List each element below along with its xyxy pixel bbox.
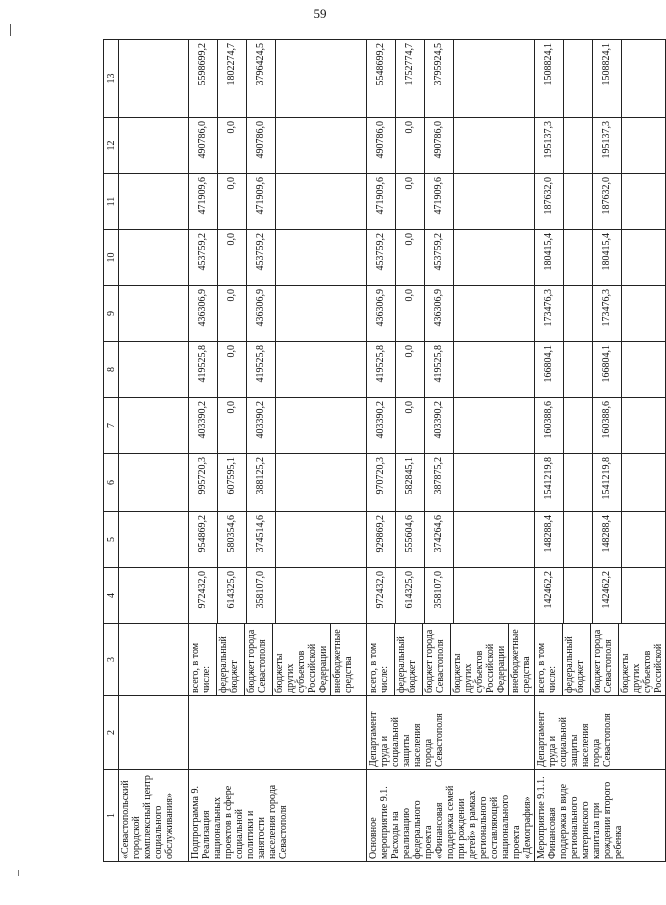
amount-cell <box>189 398 367 454</box>
amount-cell <box>535 286 666 342</box>
amount-cell <box>535 342 666 398</box>
table-row <box>189 40 367 862</box>
amount-cell <box>119 398 189 454</box>
amount-value: 195137,3 <box>535 118 564 173</box>
column-number: 12 <box>104 118 119 174</box>
amount-cell <box>189 174 367 230</box>
amount-cell <box>189 286 367 342</box>
program-name: «Севастопольский городской комплексный центр социального обслуживания» <box>119 770 189 862</box>
amount-value: 0,0 <box>396 174 425 229</box>
budget-table <box>103 39 666 862</box>
amount-value <box>564 118 593 173</box>
amount-value: 148288,4 <box>593 512 622 567</box>
column-number: 8 <box>104 342 119 398</box>
amount-cell <box>367 342 535 398</box>
amount-value: 0,0 <box>218 286 247 341</box>
funding-sources <box>367 624 535 696</box>
amount-cell <box>189 568 367 624</box>
amount-value: 0,0 <box>218 342 247 397</box>
amount-value: 471909,6 <box>367 174 396 229</box>
page-number: 59 <box>313 6 327 21</box>
amount-cell <box>367 568 535 624</box>
amount-value: 403390,2 <box>247 398 276 453</box>
amount-value: 3795924,5 <box>425 40 454 117</box>
funding-source-label: федеральный бюджет <box>563 624 591 695</box>
responsible-executor: Департамент труда и социальной защиты населения города Севастополя <box>535 696 666 770</box>
amount-value: 436306,9 <box>367 286 396 341</box>
amount-value: 180415,4 <box>593 230 622 285</box>
funding-source-label: федеральный бюджет <box>395 624 423 695</box>
amount-value: 490786,0 <box>189 118 218 173</box>
amount-value: 374514,6 <box>247 512 276 567</box>
funding-sources <box>119 624 189 696</box>
responsible-executor <box>189 696 367 770</box>
amount-value: 142462,2 <box>535 568 564 623</box>
funding-source-label: бюджеты других субъектов Российской Федерации <box>273 624 331 695</box>
amount-value: 970720,3 <box>367 454 396 511</box>
amount-value: 1541219,8 <box>593 454 622 511</box>
column-number: 13 <box>104 40 119 118</box>
amount-cell <box>367 398 535 454</box>
amount-value: 614325,0 <box>218 568 247 623</box>
amount-value: 187632,0 <box>535 174 564 229</box>
amount-value <box>564 40 593 117</box>
amount-value: 0,0 <box>218 398 247 453</box>
amount-value: 5598699,2 <box>189 40 218 117</box>
amount-value: 972432,0 <box>367 568 396 623</box>
amount-cell <box>189 342 367 398</box>
amount-value: 453759,2 <box>425 230 454 285</box>
amount-value: 1541219,8 <box>535 454 564 511</box>
table-row <box>367 40 535 862</box>
column-number: 1 <box>104 770 119 862</box>
amount-value: 582845,1 <box>396 454 425 511</box>
amount-value: 419525,8 <box>367 342 396 397</box>
amount-value: 403390,2 <box>367 398 396 453</box>
amount-cell <box>189 454 367 512</box>
amount-value: 471909,6 <box>247 174 276 229</box>
amount-value: 0,0 <box>396 398 425 453</box>
amount-cell <box>535 40 666 118</box>
amount-cell <box>535 512 666 568</box>
amount-value: 166804,1 <box>535 342 564 397</box>
funding-source-label: всего, в том числе: <box>189 624 217 695</box>
amount-value: 403390,2 <box>189 398 218 453</box>
amount-cell <box>119 454 189 512</box>
column-number: 9 <box>104 286 119 342</box>
amount-cell <box>367 230 535 286</box>
amount-value: 0,0 <box>396 118 425 173</box>
amount-cell <box>189 40 367 118</box>
amount-cell <box>119 118 189 174</box>
column-number-row <box>104 40 119 862</box>
amount-value: 180415,4 <box>535 230 564 285</box>
amount-value: 0,0 <box>218 118 247 173</box>
funding-sources <box>535 624 666 696</box>
scan-artifact <box>18 870 19 876</box>
amount-value: 1752774,7 <box>396 40 425 117</box>
amount-value: 0,0 <box>218 174 247 229</box>
table-row <box>535 40 666 862</box>
amount-value: 0,0 <box>396 286 425 341</box>
amount-value <box>564 512 593 567</box>
scan-artifact <box>10 24 11 36</box>
amount-value: 419525,8 <box>425 342 454 397</box>
amount-value: 419525,8 <box>247 342 276 397</box>
amount-value <box>564 568 593 623</box>
funding-source-label: федеральный бюджет <box>217 624 245 695</box>
amount-value: 173476,3 <box>593 286 622 341</box>
funding-source-label: внебюджетные средства <box>510 629 532 693</box>
amount-cell <box>535 118 666 174</box>
amount-cell <box>189 118 367 174</box>
program-name: Подпрограмма 9. Реализация национальных проектов в сфере социальной политики и занятости населения города Севастополя <box>189 770 367 862</box>
amount-cell <box>119 342 189 398</box>
amount-value: 436306,9 <box>425 286 454 341</box>
amount-value: 142462,2 <box>593 568 622 623</box>
amount-value: 403390,2 <box>425 398 454 453</box>
amount-cell <box>119 512 189 568</box>
amount-cell <box>535 568 666 624</box>
table-row <box>119 40 189 862</box>
amount-cell <box>367 454 535 512</box>
funding-source-label: всего, в том числе: <box>535 624 563 695</box>
amount-cell <box>367 40 535 118</box>
amount-value: 954869,2 <box>189 512 218 567</box>
responsible-executor <box>119 696 189 770</box>
amount-cell <box>119 230 189 286</box>
amount-value: 160388,6 <box>593 398 622 453</box>
amount-value <box>564 398 593 453</box>
amount-cell <box>367 118 535 174</box>
amount-value: 453759,2 <box>247 230 276 285</box>
amount-value: 614325,0 <box>396 568 425 623</box>
amount-value: 388125,2 <box>247 454 276 511</box>
amount-value <box>564 454 593 511</box>
amount-value: 995720,3 <box>189 454 218 511</box>
amount-value: 3796424,5 <box>247 40 276 117</box>
amount-value: 490786,0 <box>247 118 276 173</box>
column-number: 5 <box>104 512 119 568</box>
column-number: 4 <box>104 568 119 624</box>
amount-value <box>564 342 593 397</box>
amount-value: 580354,6 <box>218 512 247 567</box>
amount-value: 436306,9 <box>189 286 218 341</box>
amount-value: 0,0 <box>396 230 425 285</box>
amount-value: 1508824,1 <box>535 40 564 117</box>
amount-value: 453759,2 <box>367 230 396 285</box>
amount-value: 195137,3 <box>593 118 622 173</box>
responsible-executor: Департамент труда и социальной защиты населения города Севастополя <box>367 696 535 770</box>
funding-source-label: всего, в том числе: <box>367 624 395 695</box>
amount-value: 173476,3 <box>535 286 564 341</box>
amount-value: 419525,8 <box>189 342 218 397</box>
amount-value: 358107,0 <box>425 568 454 623</box>
column-number: 11 <box>104 174 119 230</box>
amount-cell <box>119 174 189 230</box>
column-number: 10 <box>104 230 119 286</box>
amount-value: 453759,2 <box>189 230 218 285</box>
column-number: 3 <box>104 624 119 696</box>
amount-value: 607595,1 <box>218 454 247 511</box>
amount-cell <box>119 286 189 342</box>
program-name: Мероприятие 9.1.1. Финансовая поддержка в виде регионального материнского капитала при рождении второго ребенка <box>535 770 666 862</box>
amount-value: 972432,0 <box>189 568 218 623</box>
amount-cell <box>535 230 666 286</box>
amount-value: 387875,2 <box>425 454 454 511</box>
funding-source-label: бюджет города Севастополя <box>423 624 451 695</box>
column-number: 7 <box>104 398 119 454</box>
amount-cell <box>189 512 367 568</box>
funding-source-label: бюджеты других субъектов Российской Федерации <box>451 624 509 695</box>
amount-cell <box>367 512 535 568</box>
amount-value: 0,0 <box>396 342 425 397</box>
amount-value: 436306,9 <box>247 286 276 341</box>
funding-source-label: бюджеты других субъектов Российской <box>620 643 664 693</box>
amount-value: 358107,0 <box>247 568 276 623</box>
amount-value: 5548699,2 <box>367 40 396 117</box>
amount-value: 187632,0 <box>593 174 622 229</box>
column-number: 2 <box>104 696 119 770</box>
program-name: Основное мероприятие 9.1. Расходы на реализацию федерального проекта «Финансовая поддержка семей при рождении детей» в рамках регионального составляющей национального проекта «Демография» <box>367 770 535 862</box>
amount-cell <box>119 568 189 624</box>
amount-value: 471909,6 <box>189 174 218 229</box>
amount-value: 471909,6 <box>425 174 454 229</box>
amount-value: 374264,6 <box>425 512 454 567</box>
funding-source-label: внебюджетные средства <box>332 629 354 693</box>
amount-cell <box>367 174 535 230</box>
amount-cell <box>367 286 535 342</box>
funding-sources <box>189 624 367 696</box>
amount-value: 555604,6 <box>396 512 425 567</box>
amount-value: 1802274,7 <box>218 40 247 117</box>
amount-cell <box>189 230 367 286</box>
amount-value <box>564 286 593 341</box>
amount-value: 490786,0 <box>367 118 396 173</box>
amount-value <box>564 230 593 285</box>
amount-cell <box>535 454 666 512</box>
funding-source-label: бюджет города Севастополя <box>591 624 619 695</box>
amount-value: 1508824,1 <box>593 40 622 117</box>
amount-value: 166804,1 <box>593 342 622 397</box>
amount-cell <box>119 40 189 118</box>
amount-cell <box>535 174 666 230</box>
amount-cell <box>535 398 666 454</box>
rotated-table-area <box>103 40 664 862</box>
amount-value: 160388,6 <box>535 398 564 453</box>
amount-value: 0,0 <box>218 230 247 285</box>
amount-value <box>564 174 593 229</box>
amount-value: 929869,2 <box>367 512 396 567</box>
column-number: 6 <box>104 454 119 512</box>
amount-value: 490786,0 <box>425 118 454 173</box>
funding-source-label: бюджет города Севастополя <box>245 624 273 695</box>
amount-value: 148288,4 <box>535 512 564 567</box>
